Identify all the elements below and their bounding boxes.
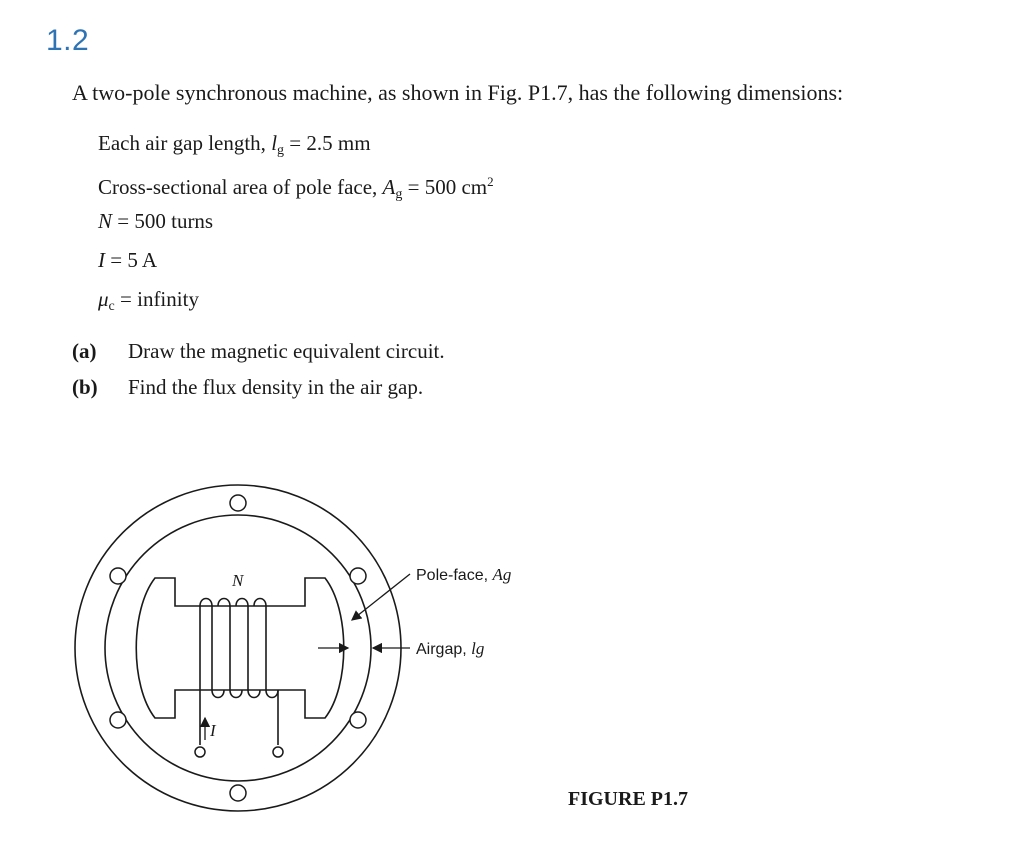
- dim-gap-length-value: = 2.5 mm: [284, 131, 371, 155]
- dim-gap-length-symbol: l: [271, 131, 278, 155]
- question-part-b-text: Find the flux density in the air gap.: [128, 375, 424, 399]
- question-part-b: [72, 370, 445, 406]
- dim-turns-value: = 500 turns: [112, 209, 214, 233]
- terminal-left: [195, 747, 205, 757]
- coil-label: N: [232, 571, 244, 590]
- dim-current: [98, 243, 494, 282]
- pole-face-label-text: Pole-face,: [416, 567, 493, 584]
- dim-permeability: [98, 282, 494, 321]
- problem-intro: A two-pole synchronous machine, as shown in Fig. P1.7, has the following dimensions:: [72, 80, 844, 105]
- dim-pole-area-value: = 500 cm: [402, 175, 488, 199]
- figure-caption: FIGURE P1.7: [568, 788, 688, 810]
- dim-permeability-symbol: μ: [98, 287, 109, 311]
- terminal-right: [273, 747, 283, 757]
- dim-gap-length-sub: g: [277, 143, 285, 158]
- airgap-symbol: lg: [471, 639, 485, 658]
- bolt-hole-bottom: [230, 785, 246, 801]
- question-part-b-label: (b): [72, 375, 98, 399]
- dim-permeability-sub: c: [108, 299, 115, 314]
- dim-pole-area-label: Cross-sectional area of pole face,: [98, 175, 383, 199]
- pole-face-label: [416, 565, 511, 584]
- dim-gap-length: [98, 126, 494, 165]
- current-label: I: [210, 721, 216, 740]
- dim-current-value: = 5 A: [105, 248, 158, 272]
- bolt-hole-top: [230, 495, 246, 511]
- bolt-hole-left-upper: [110, 568, 126, 584]
- question-part-a: [72, 334, 445, 370]
- bolt-hole-right-lower: [350, 712, 366, 728]
- dim-permeability-value: = infinity: [114, 287, 199, 311]
- dimension-list: [98, 126, 494, 321]
- dim-pole-area-sub: g: [395, 187, 403, 202]
- dim-turns-symbol: N: [98, 209, 113, 233]
- dim-pole-area-symbol: A: [382, 175, 396, 199]
- dim-pole-area: [98, 165, 494, 204]
- question-part-a-label: (a): [72, 339, 97, 363]
- dim-gap-length-label: Each air gap length,: [98, 131, 272, 155]
- question-part-a-text: Draw the magnetic equivalent circuit.: [128, 339, 445, 363]
- airgap-label: [416, 639, 484, 658]
- dim-turns: [98, 204, 494, 243]
- dim-pole-area-sup: 2: [487, 174, 494, 189]
- machine-figure: [60, 470, 540, 820]
- pole-face-symbol: Ag: [492, 565, 512, 584]
- question-parts: [72, 334, 445, 406]
- bolt-hole-left-lower: [110, 712, 126, 728]
- bolt-hole-right-upper: [350, 568, 366, 584]
- airgap-label-text: Airgap,: [416, 641, 472, 658]
- dim-current-symbol: I: [98, 248, 105, 272]
- section-heading: 1.2: [46, 24, 90, 57]
